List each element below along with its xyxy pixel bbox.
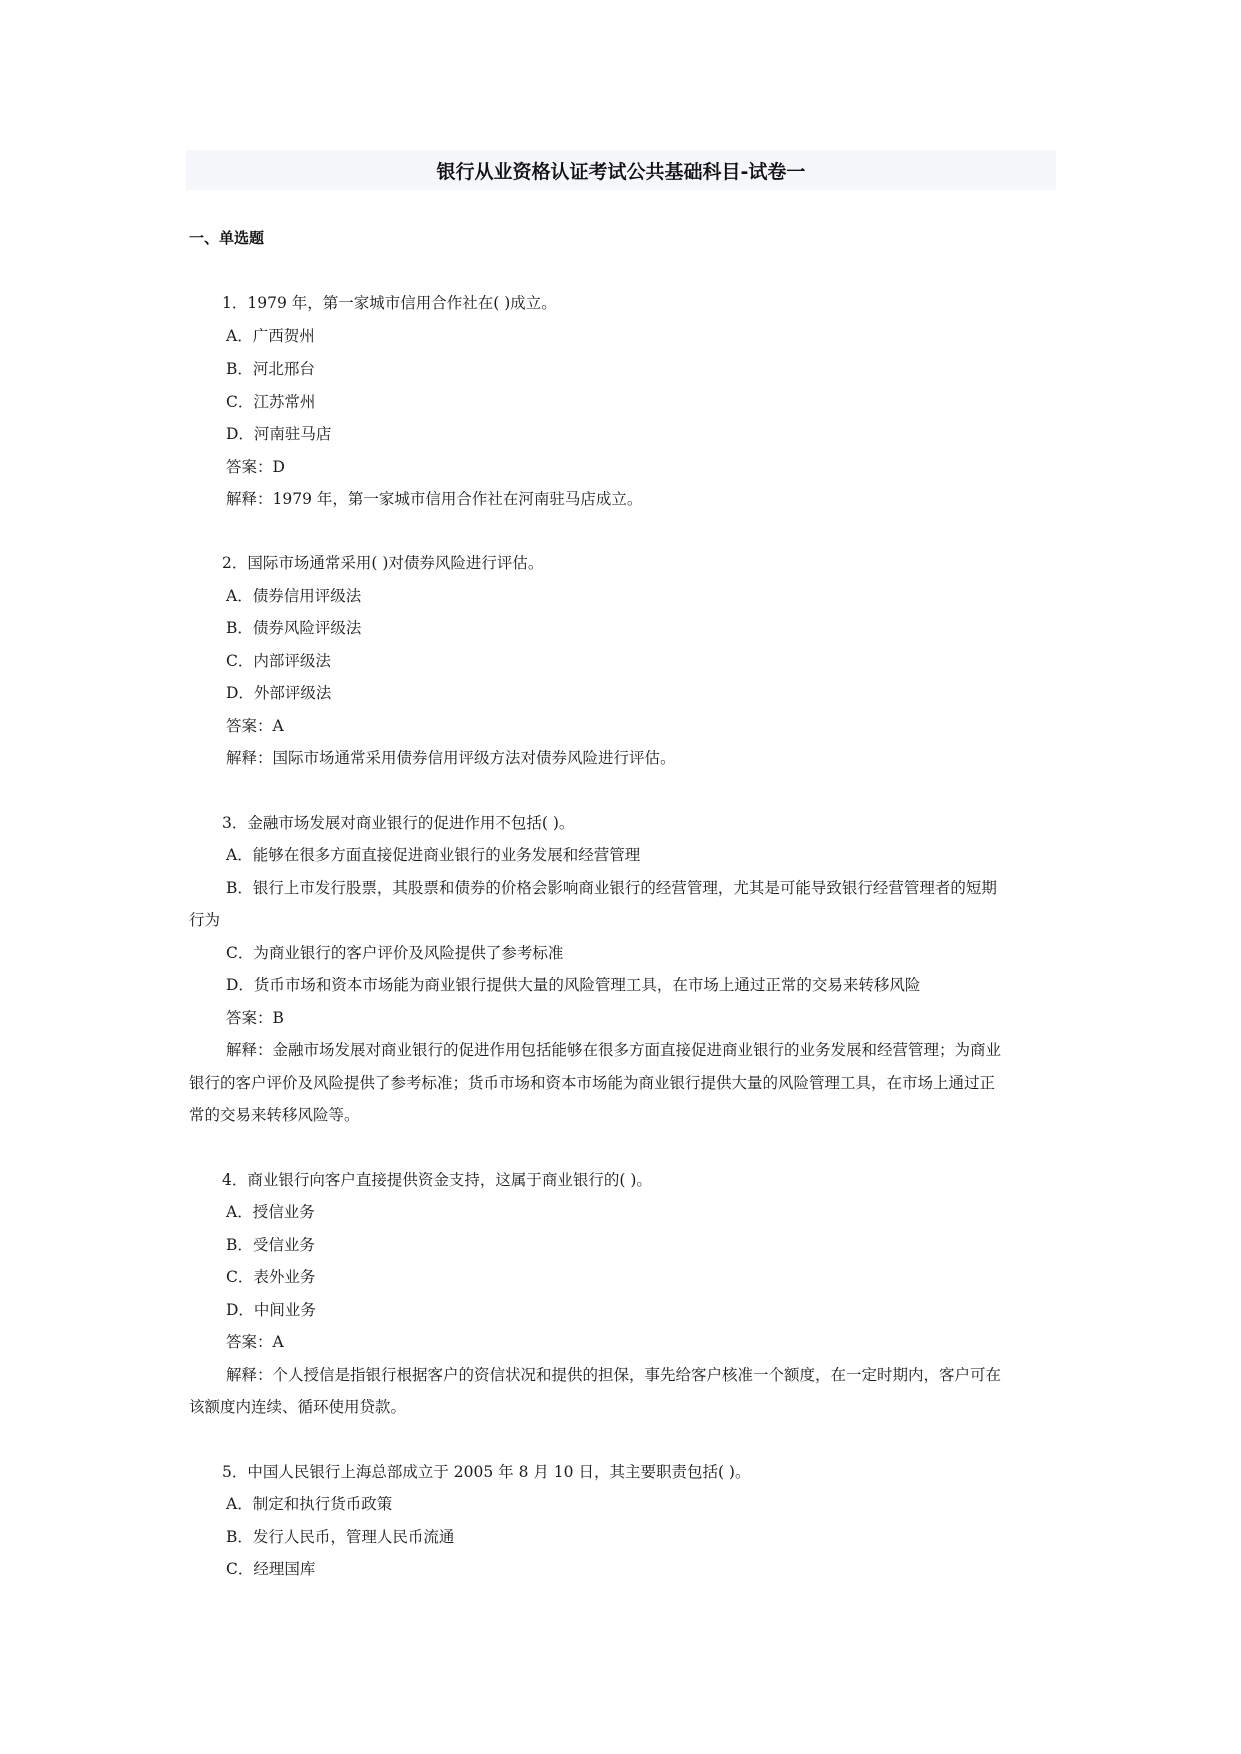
question-2-explanation: 解释：国际市场通常采用债券信用评级方法对债券风险进行评估。 (226, 749, 676, 767)
question-4-answer: 答案：A (226, 1333, 284, 1351)
question-5-option-b: B．发行人民币，管理人民币流通 (226, 1528, 455, 1546)
question-1-option-a: A．广西贺州 (226, 327, 315, 345)
question-4-option-d: D．中间业务 (226, 1301, 316, 1319)
question-4-option-b: B．受信业务 (226, 1236, 315, 1254)
question-5-option-c: C．经理国库 (226, 1560, 316, 1578)
question-3-option-d: D．货币市场和资本市场能为商业银行提供大量的风险管理工具，在市场上通过正常的交易来转移风险 (226, 976, 921, 994)
question-5-stem: 5．中国人民银行上海总部成立于 2005 年 8 月 10 日，其主要职责包括( )。 (222, 1463, 751, 1481)
question-2-option-b: B．债券风险评级法 (226, 619, 362, 637)
question-4-explanation-2: 该额度内连续、循环使用贷款。 (189, 1398, 407, 1416)
question-3-stem: 3．金融市场发展对商业银行的促进作用不包括( )。 (222, 814, 575, 832)
question-1-explanation: 解释：1979 年，第一家城市信用合作社在河南驻马店成立。 (226, 490, 643, 508)
question-4-option-c: C．表外业务 (226, 1268, 316, 1286)
question-5-option-a: A．制定和执行货币政策 (226, 1495, 393, 1513)
question-3-option-c: C．为商业银行的客户评价及风险提供了参考标准 (226, 944, 564, 962)
question-1-option-b: B．河北邢台 (226, 360, 315, 378)
question-2-option-c: C．内部评级法 (226, 652, 331, 670)
question-3-explanation-1: 解释：金融市场发展对商业银行的促进作用包括能够在很多方面直接促进商业银行的业务发展和经营管理；为商业 (226, 1041, 1002, 1059)
question-3-explanation-2: 银行的客户评价及风险提供了参考标准；货币市场和资本市场能为商业银行提供大量的风险管理工具，在市场上通过正 (189, 1074, 996, 1092)
question-1-option-c: C．江苏常州 (226, 393, 316, 411)
question-3-explanation-3: 常的交易来转移风险等。 (189, 1106, 360, 1124)
question-3-option-a: A．能够在很多方面直接促进商业银行的业务发展和经营管理 (226, 846, 641, 864)
question-3-option-b: B．银行上市发行股票，其股票和债券的价格会影响商业银行的经营管理，尤其是可能导致银行经营管理者的短期 (226, 879, 997, 897)
question-4-explanation-1: 解释：个人授信是指银行根据客户的资信状况和提供的担保，事先给客户核准一个额度，在一定时期内，客户可在 (226, 1366, 1002, 1384)
question-2-stem: 2．国际市场通常采用( )对债券风险进行评估。 (222, 554, 544, 572)
question-2-option-a: A．债券信用评级法 (226, 587, 362, 605)
section-heading: 一、单选题 (189, 229, 265, 247)
question-2-answer: 答案：A (226, 717, 284, 735)
question-3-option-b-cont: 行为 (189, 911, 221, 929)
question-3-answer: 答案：B (226, 1009, 284, 1027)
question-4-option-a: A．授信业务 (226, 1203, 315, 1221)
page-title: 银行从业资格认证考试公共基础科目-试卷一 (436, 160, 806, 183)
question-1-answer: 答案：D (226, 458, 285, 476)
question-4-stem: 4．商业银行向客户直接提供资金支持，这属于商业银行的( )。 (222, 1171, 652, 1189)
title-bar (186, 150, 1056, 190)
question-1-option-d: D．河南驻马店 (226, 425, 332, 443)
question-1-stem: 1．1979 年，第一家城市信用合作社在( )成立。 (222, 294, 557, 312)
question-2-option-d: D．外部评级法 (226, 684, 332, 702)
